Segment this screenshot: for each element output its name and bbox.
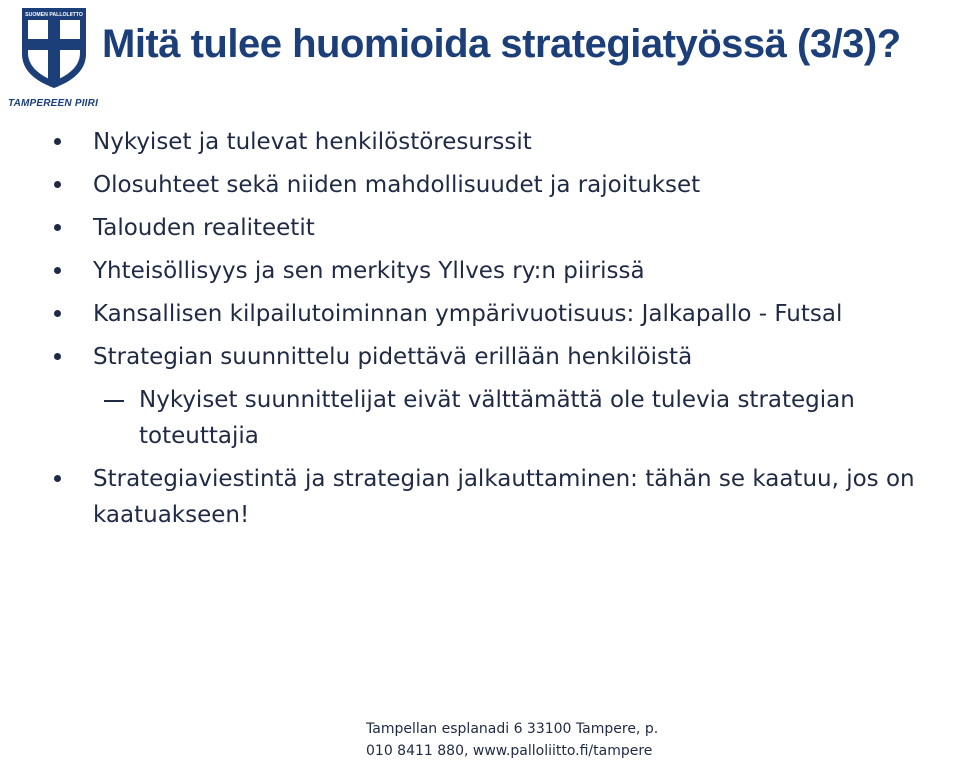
palloliitto-logo [8,4,99,110]
list-item [0,339,943,375]
list-item-text: Talouden realiteetit [93,215,315,241]
slide-title: Mitä tulee huomioida strategiatyössä (3/3)? [102,22,901,66]
logo-shield-text: SUOMEN PALLOLIITTO [25,12,83,18]
list-item [0,124,943,160]
bullet-icon [54,138,61,145]
bullet-icon [54,475,61,482]
bullet-list [0,124,959,540]
sub-list-item-text: Nykyiset suunnittelijat eivät välttämättä ole tulevia strategian toteuttajia [139,387,855,449]
footer-address: Tampellan esplanadi 6 33100 Tampere, p. [366,721,659,737]
list-item-text: Nykyiset ja tulevat henkilöstöresurssit [93,129,532,155]
logo-caption: TAMPEREEN PIIRI [8,98,99,109]
dash-icon [104,400,124,402]
list-item [0,210,943,246]
bullet-icon [54,224,61,231]
bullet-icon [54,181,61,188]
bullet-icon [54,267,61,274]
footer-contact [366,718,658,762]
sub-list-item [0,382,919,454]
list-item [0,253,943,289]
list-item [0,296,943,332]
footer-phone-web: 010 8411 880, www.palloliitto.fi/tampere [366,743,653,759]
bullet-icon [54,310,61,317]
list-item-text: Strategian suunnittelu pidettävä erillään henkilöistä [93,344,693,370]
bullet-icon [54,353,61,360]
list-item-text: Kansallisen kilpailutoiminnan ympärivuotisuus: Jalkapallo - Futsal [93,301,843,327]
list-item-text: Olosuhteet sekä niiden mahdollisuudet ja rajoitukset [93,172,701,198]
list-item [0,461,943,533]
list-item-text: Strategiaviestintä ja strategian jalkauttaminen: tähän se kaatuu, jos on kaatuakseen! [93,466,915,528]
list-item-text: Yhteisöllisyys ja sen merkitys Yllves ry:n piirissä [93,258,645,284]
list-item [0,167,943,203]
shield-icon [18,4,90,90]
